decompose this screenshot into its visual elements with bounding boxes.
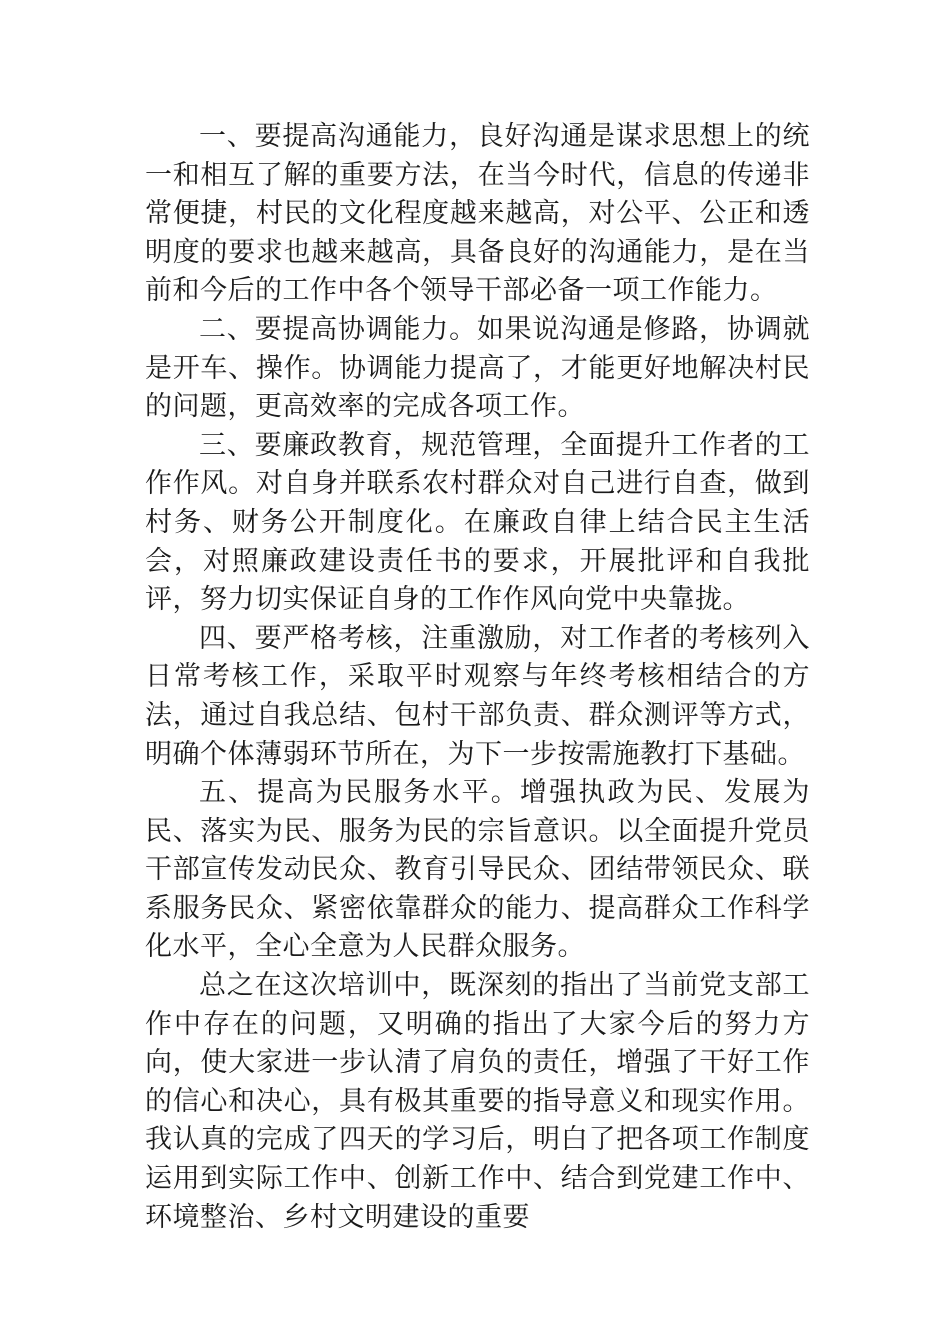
paragraph-public-service: 五、提高为民服务水平。增强执政为民、发展为民、落实为民、服务为民的宗旨意识。以全面提升党员干部宣传发动民众、教育引导民众、团结带领民众、联系服务民众、紧密依靠群众的能力、提高群众工作科学化水平，全心全意为人民群众服务。 xyxy=(145,777,810,963)
paragraph-coordination: 二、要提高协调能力。如果说沟通是修路，协调就是开车、操作。协调能力提高了，才能更好地解决村民的问题，更高效率的完成各项工作。 xyxy=(145,313,810,423)
paragraph-integrity-education: 三、要廉政教育，规范管理，全面提升工作者的工作作风。对自身并联系农村群众对自己进行自查，做到村务、财务公开制度化。在廉政自律上结合民主生活会，对照廉政建设责任书的要求，开展批评和自我批评，努力切实保证自身的工作作风向党中央靠拢。 xyxy=(145,429,810,616)
paragraph-assessment: 四、要严格考核，注重激励，对工作者的考核列入日常考核工作，采取平时观察与年终考核相结合的方法，通过自我总结、包村干部负责、群众测评等方式，明确个体薄弱环节所在，为下一步按需施教打下基础。 xyxy=(145,622,810,770)
document-body xyxy=(145,118,810,1237)
paragraph-summary: 总之在这次培训中，既深刻的指出了当前党支部工作中存在的问题，又明确的指出了大家今后的努力方向，使大家进一步认清了肩负的责任，增强了干好工作的信心和决心，具有极其重要的指导意义和现实作用。我认真的完成了四天的学习后，明白了把各项工作制度运用到实际工作中、创新工作中、结合到党建工作中、环境整治、乡村文明建设的重要 xyxy=(145,970,810,1233)
paragraph-communication: 一、要提高沟通能力，良好沟通是谋求思想上的统一和相互了解的重要方法，在当今时代，信息的传递非常便捷，村民的文化程度越来越高，对公平、公正和透明度的要求也越来越高，具备良好的沟通能力，是在当前和今后的工作中各个领导干部必备一项工作能力。 xyxy=(145,121,810,307)
